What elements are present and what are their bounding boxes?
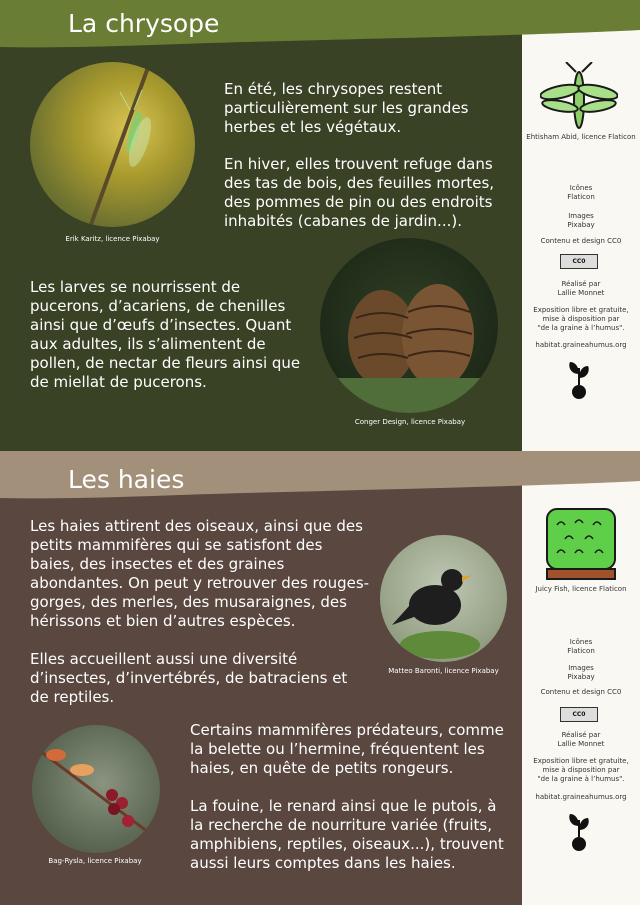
lacewing-icon-credit: Ehtisham Abid, licence Flaticon	[526, 133, 636, 141]
cc0-badge-2: CC0	[560, 707, 598, 722]
sidebar-exposition-text: Exposition libre et gratuite, mise à disposition par "de la graine à l’humus".	[533, 306, 629, 332]
pinecones-photo-credit: Conger Design, licence Pixabay	[354, 418, 466, 426]
chrysope-summer-text: En été, les chrysopes restent particulièrement sur les grandes herbes et les végétaux.	[224, 80, 469, 136]
sidebar-images-credit: Images Pixabay	[567, 212, 595, 229]
blackbird-photo-credit: Matteo Baronti, licence Pixabay	[388, 667, 499, 675]
sidebar-site-link-2[interactable]: habitat.graineahumus.org	[535, 793, 627, 801]
sidebar-contenu-credit: Contenu et design CC0	[540, 237, 622, 245]
lacewing-icon	[540, 62, 618, 132]
berries-photo-credit: Bag-Rysla, licence Pixabay	[48, 857, 142, 865]
berries-photo	[32, 725, 160, 853]
lacewing-photo	[30, 62, 195, 227]
sidebar-realise-credit: Réalisé par Lallie Monnet	[557, 280, 605, 297]
sidebar-icones-credit: Icônes Flaticon	[567, 184, 595, 201]
seedling-logo-icon-2	[566, 812, 592, 852]
haies-predators-text: Certains mammifères prédateurs, comme la belette ou l’hermine, fréquentent les haies, en quête de petits rongeurs.	[190, 721, 504, 777]
chrysope-winter-text: En hiver, elles trouvent refuge dans des tas de bois, des feuilles mortes, des pommes de pin ou des endroits inhabités (cabanes de jardin...).	[224, 155, 495, 230]
sidebar-realise-credit-2: Réalisé par Lallie Monnet	[557, 731, 605, 748]
cc0-badge: CC0	[560, 254, 598, 269]
chrysope-diet-text: Les larves se nourrissent de pucerons, d’acariens, de chenilles ainsi que d’œufs d’insectes. Quant aux adultes, ils s’alimentent de pollen, de nectar de fleurs ainsi que de miellat de pucerons.	[30, 278, 301, 391]
haies-title: Les haies	[68, 465, 185, 494]
sidebar-images-credit-2: Images Pixabay	[567, 664, 595, 681]
sidebar-contenu-credit-2: Contenu et design CC0	[540, 688, 622, 696]
lacewing-photo-credit: Erik Karitz, licence Pixabay	[65, 235, 160, 243]
sidebar-exposition-text-2: Exposition libre et gratuite, mise à disposition par "de la graine à l’humus".	[533, 757, 629, 783]
sidebar-site-link[interactable]: habitat.graineahumus.org	[535, 341, 627, 349]
blackbird-photo	[380, 535, 507, 662]
hedge-icon-credit: Juicy Fish, licence Flaticon	[535, 585, 627, 593]
pinecones-photo	[320, 238, 498, 413]
haies-fouine-text: La fouine, le renard ainsi que le putois, à la recherche de nourriture variée (fruits, amphibiens, reptiles, oiseaux...), trouvent aussi leurs comptes dans les haies.	[190, 797, 504, 872]
sidebar-icones-credit-2: Icônes Flaticon	[567, 638, 595, 655]
seedling-logo-icon	[566, 360, 592, 400]
chrysope-title: La chrysope	[68, 9, 220, 38]
haies-insects-text: Elles accueillent aussi une diversité d’insectes, d’invertébrés, de batraciens et de reptiles.	[30, 650, 348, 706]
haies-birds-text: Les haies attirent des oiseaux, ainsi que des petits mammifères qui se satisfont des baies, des insectes et des graines abondantes. On peut y retrouver des rouges- gorges, des merles, des musaraignes, des hérissons et bien d’autres espèces.	[30, 517, 370, 630]
hedge-icon	[545, 507, 617, 581]
